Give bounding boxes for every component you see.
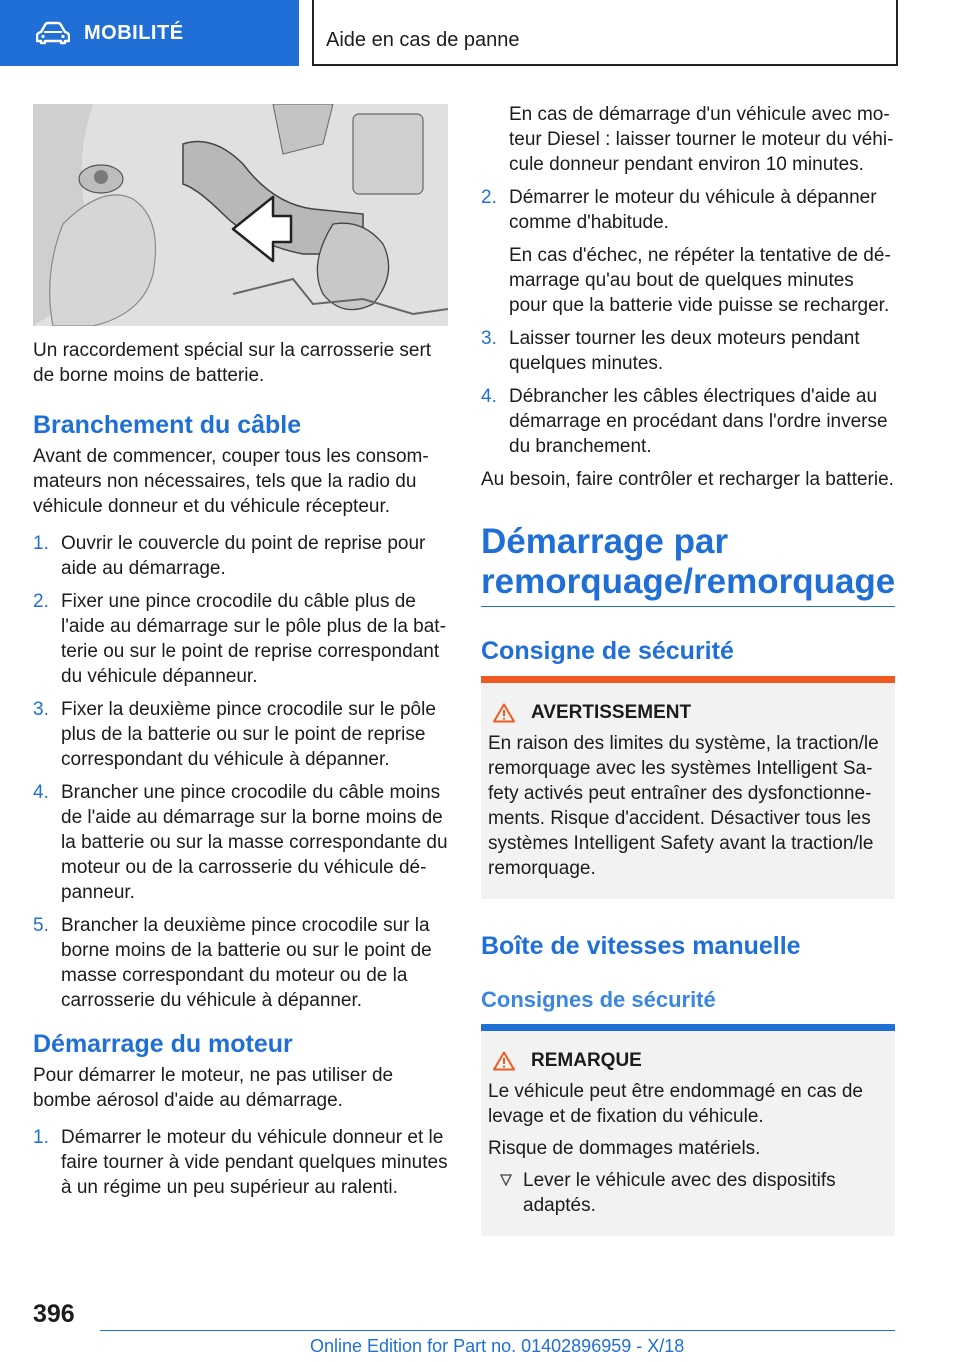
car-icon — [36, 21, 70, 45]
heading-rule — [481, 606, 895, 607]
branchement-steps — [33, 531, 448, 1013]
heading-demarrage: Démarrage du moteur — [33, 1030, 293, 1058]
list-item: 5. Brancher la deuxième pince crocodile sur la borne moins de la batterie ou sur le point de masse correspondant du moteur ou de la carrosserie du véhicule à dépanner. — [33, 915, 432, 1011]
notice-box — [481, 1024, 895, 1236]
breadcrumb[interactable] — [312, 0, 898, 66]
heading-consignes: Consignes de sécurité — [481, 987, 716, 1012]
notice-bar — [481, 1024, 895, 1031]
right-column — [481, 102, 895, 602]
warning-title: AVERTISSEMENT — [531, 702, 692, 723]
notice-bullet: Lever le véhicule avec des dispositifs adaptés. — [488, 1168, 887, 1218]
breadcrumb-label: Aide en cas de panne — [326, 29, 520, 51]
warning-icon — [493, 1051, 515, 1071]
warning-icon — [493, 703, 515, 723]
triangle-bullet-icon — [500, 1174, 512, 1186]
heading-branchement: Branchement du câble — [33, 411, 302, 439]
warning-box — [481, 676, 895, 899]
demarrage-steps — [33, 1125, 448, 1200]
list-item: En cas de démarrage d'un véhicule avec moteur Diesel : laisser tourner le moteur du véhicule donneur pendant environ 10 minutes. — [509, 104, 894, 175]
heading-boite: Boîte de vitesses manuelle — [481, 932, 801, 960]
notice-title: REMARQUE — [531, 1050, 642, 1071]
list-item: 2. Démarrer le moteur du véhicule à dépanner comme d'habitude. En cas d'échec, ne répéter la tentative de démarrage qu'au bout de quelques minutes pour que la batterie vide puisse se recharger. — [481, 187, 891, 316]
heading-consigne: Consigne de sécurité — [481, 637, 734, 665]
page-number: 396 — [33, 1300, 75, 1328]
demarrage-outro: Au besoin, faire contrôler et recharger la batterie. — [481, 469, 894, 490]
footer-rule — [100, 1330, 895, 1331]
list-item: 4. Débrancher les câbles électriques d'aide au démarrage en procédant dans l'ordre inverse du branchement. — [481, 386, 888, 457]
branchement-intro: Avant de commencer, couper tous les consommateurs non nécessaires, tels que la radio du véhicule donneur et du véhicule récepteur. — [33, 446, 429, 517]
left-column — [33, 338, 448, 1208]
engine-bay-photo — [33, 104, 448, 326]
section-label: MOBILITÉ — [84, 21, 184, 44]
notice-text-2: Risque de dommages matériels. — [488, 1138, 761, 1159]
demarrage-intro: Pour démarrer le moteur, ne pas utiliser de bombe aérosol d'aide au démarrage. — [33, 1065, 394, 1111]
warning-text: En raison des limites du système, la traction/le remorquage avec les systèmes Intelligent Safety activés peut entraîner des dysfonctionnements. Risque d'accident. Désactiver tous les systèmes Intelligent Safety avant la traction/le remorquage. — [488, 733, 879, 879]
list-item: 1. Démarrer le moteur du véhicule donneur et le faire tourner à vide pendant quelques minutes à un régime un peu supérieur au ralenti. — [33, 1127, 448, 1198]
list-item: 3. Fixer la deuxième pince crocodile sur le pôle plus de la batterie ou sur le point de reprise correspondant du véhicule à dépanner. — [33, 699, 436, 770]
list-item: 2. Fixer une pince crocodile du câble plus de l'aide au démarrage sur le pôle plus de la batterie ou sur le point de reprise correspondant du véhicule dépanneur. — [33, 591, 446, 687]
list-item: 3. Laisser tourner les deux moteurs pendant quelques minutes. — [481, 328, 860, 374]
section-tab[interactable] — [0, 0, 299, 66]
figure-caption: Un raccordement spécial sur la carrosserie sert de borne moins de batterie. — [33, 340, 432, 386]
notice-text-1: Le véhicule peut être endommagé en cas de levage et de fixation du véhicule. — [488, 1081, 863, 1127]
heading-remorquage: Démarrage par remorquage/remorquage — [481, 522, 896, 601]
demarrage-steps-continued — [481, 102, 895, 459]
warning-bar — [481, 676, 895, 683]
list-item: 4. Brancher une pince crocodile du câble moins de l'aide au démarrage sur la borne moins de la batterie ou sur la masse correspondante du moteur ou de la carrosserie du véhicule dépanneur. — [33, 782, 448, 903]
footer-edition: Online Edition for Part no. 01402896959 - X/18 — [310, 1336, 685, 1356]
list-item: 1. Ouvrir le couvercle du point de reprise pour aide au démarrage. — [33, 533, 426, 579]
